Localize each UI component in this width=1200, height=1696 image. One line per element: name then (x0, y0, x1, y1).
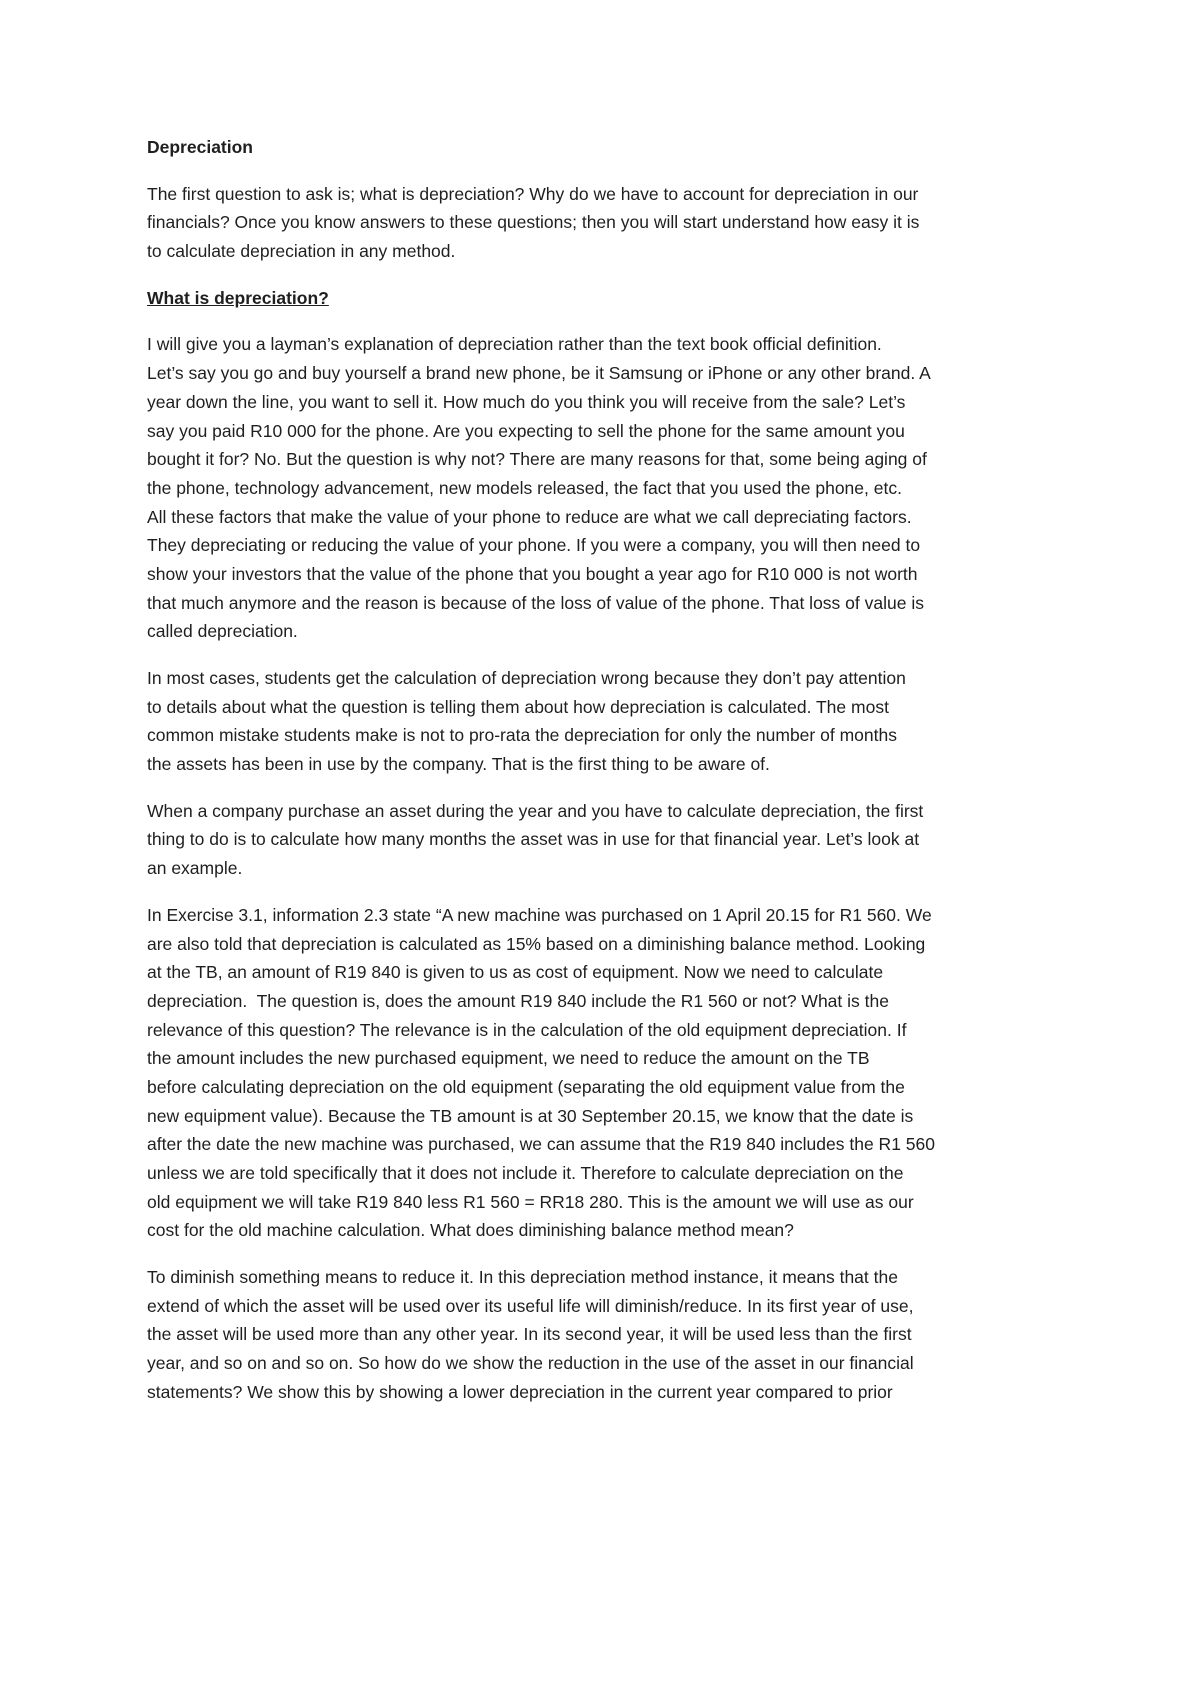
text-line: cost for the old machine calculation. What does diminishing balance method mean? (147, 1220, 794, 1241)
text-line: statements? We show this by showing a lower depreciation in the current year compared to prior (147, 1381, 893, 1402)
paragraph (147, 664, 1077, 779)
section-heading: What is depreciation? (147, 287, 329, 308)
document-body (147, 180, 1077, 1407)
text-line: financials? Once you know answers to these questions; then you will start understand how easy it is (147, 212, 920, 233)
document-title: Depreciation (147, 137, 253, 157)
text-line: thing to do is to calculate how many months the asset was in use for that financial year. Let’s look at (147, 829, 920, 850)
text-line: called depreciation. (147, 621, 298, 642)
text-line: depreciation. The question is, does the amount R19 840 include the R1 560 or not? What is the (147, 990, 889, 1011)
text-line: the phone, technology advancement, new models released, the fact that you used the phone, etc. (147, 477, 902, 498)
text-line: the assets has been in use by the company. That is the first thing to be aware of. (147, 754, 770, 775)
text-line: relevance of this question? The relevance is in the calculation of the old equipment depreciation. If (147, 1019, 907, 1040)
paragraph (147, 330, 1077, 646)
text-line: I will give you a layman’s explanation of depreciation rather than the text book official definition. (147, 334, 882, 355)
text-line: year, and so on and so on. So how do we show the reduction in the use of the asset in our financial (147, 1353, 914, 1374)
text-line: The first question to ask is; what is depreciation? Why do we have to account for depreciation in our (147, 183, 919, 204)
text-line: before calculating depreciation on the old equipment (separating the old equipment value from the (147, 1076, 905, 1097)
text-line: year down the line, you want to sell it. How much do you think you will receive from the sale? Let’s (147, 391, 906, 412)
paragraph (147, 1263, 1077, 1406)
paragraph (147, 901, 1077, 1245)
text-line: In Exercise 3.1, information 2.3 state “A new machine was purchased on 1 April 20.15 for R1 560. We (147, 904, 932, 925)
text-line: new equipment value). Because the TB amount is at 30 September 20.15, we know that the date is (147, 1105, 914, 1126)
text-line: an example. (147, 858, 243, 879)
text-line: say you paid R10 000 for the phone. Are you expecting to sell the phone for the same amount you (147, 420, 905, 441)
text-line: extend of which the asset will be used over its useful life will diminish/reduce. In its first year of use, (147, 1295, 914, 1316)
text-line: the asset will be used more than any other year. In its second year, it will be used less than the first (147, 1324, 912, 1345)
text-line: are also told that depreciation is calculated as 15% based on a diminishing balance method. Looking (147, 933, 926, 954)
text-line: to calculate depreciation in any method. (147, 241, 456, 262)
text-line: In most cases, students get the calculation of depreciation wrong because they don’t pay attention (147, 668, 906, 688)
text-line: Let’s say you go and buy yourself a brand new phone, be it Samsung or iPhone or any other brand. A (147, 363, 931, 384)
text-line: To diminish something means to reduce it. In this depreciation method instance, it means that the (147, 1267, 898, 1288)
text-line: that much anymore and the reason is because of the loss of value of the phone. That loss of value is (147, 592, 924, 613)
text-line: When a company purchase an asset during the year and you have to calculate depreciation, the first (147, 800, 924, 821)
text-line: show your investors that the value of the phone that you bought a year ago for R10 000 is not worth (147, 563, 918, 584)
text-line: They depreciating or reducing the value of your phone. If you were a company, you will then need to (147, 535, 921, 556)
text-line: at the TB, an amount of R19 840 is given to us as cost of equipment. Now we need to calculate (147, 962, 884, 983)
text-line: bought it for? No. But the question is why not? There are many reasons for that, some being aging of (147, 449, 927, 470)
text-line: unless we are told specifically that it does not include it. Therefore to calculate depreciation on the (147, 1163, 904, 1183)
text-line: after the date the new machine was purchased, we can assume that the R19 840 includes the R1 560 (147, 1134, 935, 1155)
text-line: to details about what the question is telling them about how depreciation is calculated. The most (147, 696, 889, 717)
paragraph (147, 797, 1077, 883)
text-line: All these factors that make the value of your phone to reduce are what we call depreciating factors. (147, 506, 912, 527)
paragraph (147, 180, 1077, 266)
text-line: old equipment we will take R19 840 less R1 560 = RR18 280. This is the amount we will use as our (147, 1191, 914, 1212)
text-line: the amount includes the new purchased equipment, we need to reduce the amount on the TB (147, 1048, 870, 1069)
text-line: common mistake students make is not to pro-rata the depreciation for only the number of months (147, 725, 897, 746)
document-page (147, 133, 1077, 1425)
